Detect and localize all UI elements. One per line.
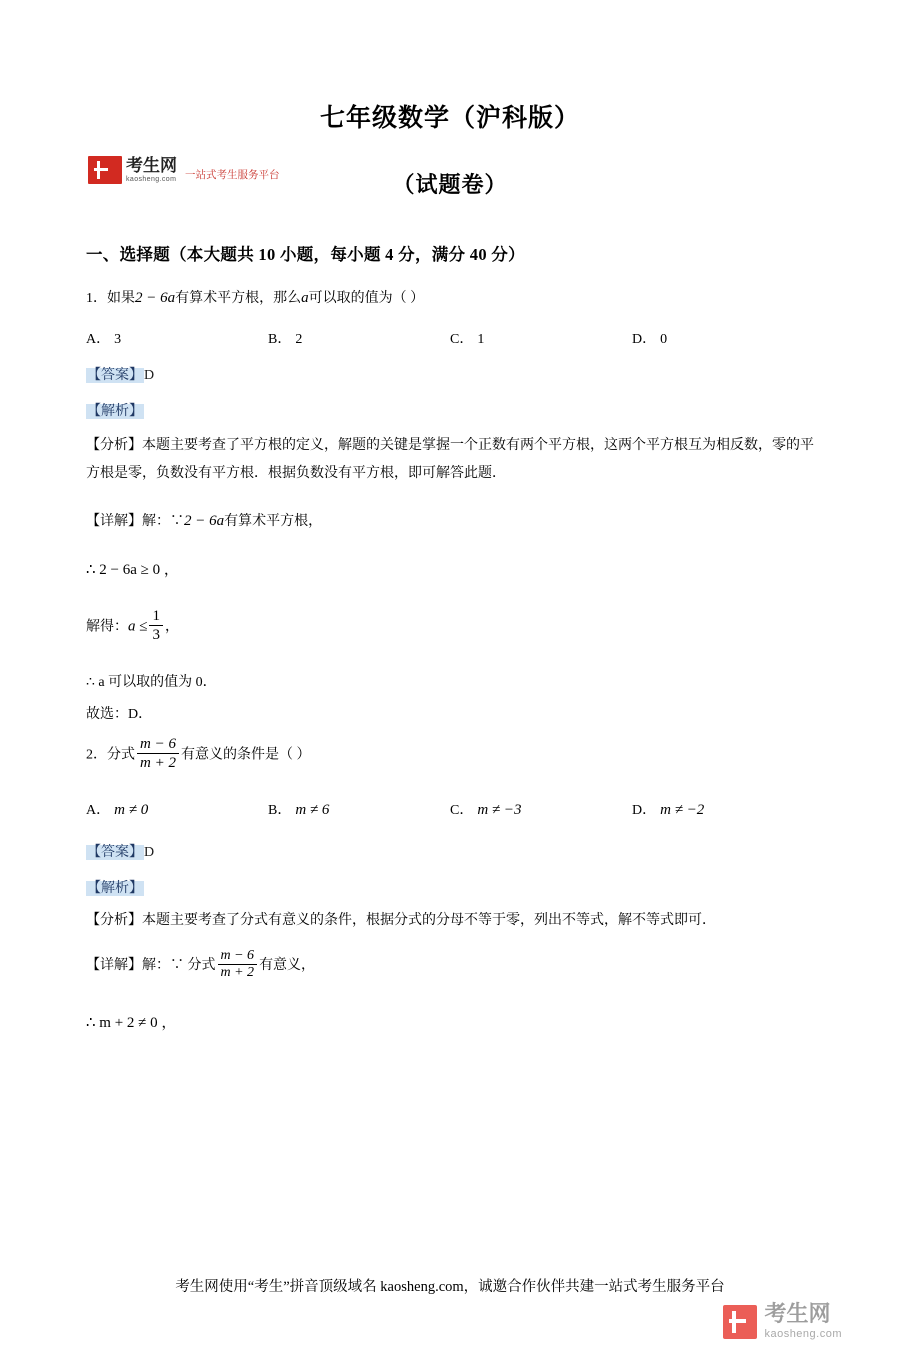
q2-fenxi-text: 本题主要考查了分式有意义的条件，根据分式的分母不等于零，列出不等式，解不等式即可．: [142, 913, 716, 928]
q1-xiangjie-tag: 【详解】: [86, 513, 142, 529]
q2-stem-numerator: m − 6: [140, 735, 176, 752]
q1-option-a[interactable]: [86, 328, 268, 348]
q2-option-d-value: m ≠ −2: [660, 802, 705, 818]
q2-option-d-label: D．: [632, 803, 657, 818]
q1-stem-suffix: 可以取的值为（ ）: [308, 291, 425, 306]
q2-option-b-value: m ≠ 6: [295, 802, 330, 818]
q1-stem-mid: 有算术平方根，那么: [175, 291, 302, 306]
document-page: [0, 98, 900, 1371]
q2-option-c[interactable]: [450, 799, 632, 819]
q1-step2-numerator: 1: [152, 607, 160, 624]
q2-stem-prefix: 2．分式: [86, 747, 135, 763]
q1-option-d-label: D．: [632, 331, 657, 347]
q2-jiexi-tag: 【解析】: [87, 881, 143, 896]
q1-step2-fraction: [149, 608, 163, 644]
q2-option-c-value: m ≠ −3: [477, 802, 522, 818]
q2-option-d[interactable]: [632, 799, 814, 819]
q1-step2-tail: ，: [164, 618, 179, 634]
q1-xiangjie-lead: 解：∵: [142, 513, 184, 529]
site-logo: [88, 156, 280, 184]
page-title: 七年级数学（沪科版）: [319, 105, 580, 132]
q1-fenxi-text: 本题主要考查了平方根的定义，解题的关键是掌握一个正数有两个平方根，这两个平方根互为相反数，零的平方根是零，负数没有平方根．根据负数没有平方根，即可解答此题．: [86, 437, 814, 481]
question-1-analysis-tag: [86, 400, 814, 420]
question-2-answer: [86, 841, 814, 861]
q2-stem-fraction: [137, 736, 179, 772]
footer-logo: [723, 1303, 842, 1340]
q1-option-a-label: A．: [86, 331, 111, 347]
q1-step-1: ∴ 2 − 6a ≥ 0 ，: [86, 561, 179, 578]
q1-option-b-value: 2: [295, 331, 303, 347]
q1-option-b[interactable]: [268, 328, 450, 348]
logo-title: 考生网: [126, 156, 177, 175]
q2-option-a-value: m ≠ 0: [114, 802, 149, 818]
q1-fenxi-tag: 【分析】: [86, 437, 142, 453]
q2-xiangjie-fraction: [218, 948, 258, 982]
footer-logo-domain: kaosheng.com: [764, 1328, 842, 1340]
question-1-xiangjie: [86, 510, 814, 530]
logo-wordmark: [126, 157, 177, 183]
q1-stem-prefix: 1．如果: [86, 291, 135, 306]
q2-option-c-label: C．: [450, 803, 474, 818]
question-2-fenxi: [86, 907, 814, 935]
q2-answer-value: D: [144, 845, 155, 860]
q1-step-3: ∴ a 可以取的值为 0．: [86, 674, 217, 690]
logo-slogan: 一站式考生服务平台: [185, 169, 280, 181]
q1-option-c-label: C．: [450, 331, 474, 347]
page-subtitle: （试题卷）: [392, 172, 508, 197]
q1-xiangjie-tail: 有算术平方根，: [224, 513, 323, 529]
q1-xiangjie-expression: 2 − 6a: [184, 512, 225, 529]
q2-xiangjie-numerator: m − 6: [220, 948, 255, 963]
q1-jiexi-tag: 【解析】: [87, 403, 143, 419]
q2-xiangjie-tag: 【详解】: [86, 958, 142, 974]
question-2-options: [86, 799, 814, 819]
q2-xiangjie-denominator: m + 2: [218, 964, 258, 982]
q1-step-4: 故选：D．: [86, 706, 153, 722]
footer-logo-title: 考生网: [764, 1301, 831, 1326]
q1-option-d[interactable]: [632, 328, 814, 348]
question-2-analysis-tag: [86, 877, 814, 897]
q1-step2-label: 解得：: [86, 618, 128, 634]
question-1-answer: [86, 364, 814, 384]
q2-stem-denominator: m + 2: [137, 753, 179, 772]
q2-option-a[interactable]: [86, 799, 268, 819]
q1-answer-value: D: [144, 367, 155, 383]
question-1-options: [86, 328, 814, 348]
q2-xiangjie-tail: 有意义，: [259, 958, 316, 974]
q1-option-d-value: 0: [660, 331, 668, 347]
q1-step-2: [86, 609, 814, 645]
logo-mark-icon: [88, 156, 122, 184]
q1-stem-expression: 2 − 6a: [135, 290, 176, 306]
logo-domain: kaosheng.com: [126, 176, 177, 183]
q1-option-c[interactable]: [450, 328, 632, 348]
q2-xiangjie-lead: 解：∵ 分式: [142, 958, 216, 974]
q2-step-1: ∴ m + 2 ≠ 0 ，: [86, 1014, 177, 1031]
q1-answer-tag: 【答案】: [87, 367, 143, 383]
q1-step2-lead: a ≤: [128, 617, 148, 634]
q1-stem-variable: a: [301, 290, 309, 306]
q2-stem-suffix: 有意义的条件是（ ）: [180, 747, 311, 763]
section-heading: 一、选择题（本大题共 10 小题，每小题 4 分，满分 40 分）: [86, 245, 525, 264]
footer-note: 考生网使用“考生”拼音顶级域名 kaosheng.com，诚邀合作伙伴共建一站式考生服务平台: [175, 1279, 725, 1295]
q1-option-c-value: 1: [477, 331, 485, 347]
footer-logo-mark-icon: [723, 1305, 757, 1339]
q2-option-a-label: A．: [86, 803, 111, 818]
question-1-fenxi: [86, 432, 814, 488]
q2-answer-tag: 【答案】: [87, 845, 143, 860]
q1-option-b-label: B．: [268, 331, 292, 347]
q2-fenxi-tag: 【分析】: [86, 913, 142, 928]
footer-wordmark: [764, 1303, 842, 1340]
q1-step2-denominator: 3: [149, 625, 163, 644]
question-1-stem: [86, 287, 814, 310]
question-2-xiangjie: [86, 949, 814, 983]
q1-option-a-value: 3: [114, 331, 122, 347]
q2-option-b[interactable]: [268, 799, 450, 819]
question-2-stem: [86, 737, 814, 773]
q2-option-b-label: B．: [268, 803, 292, 818]
